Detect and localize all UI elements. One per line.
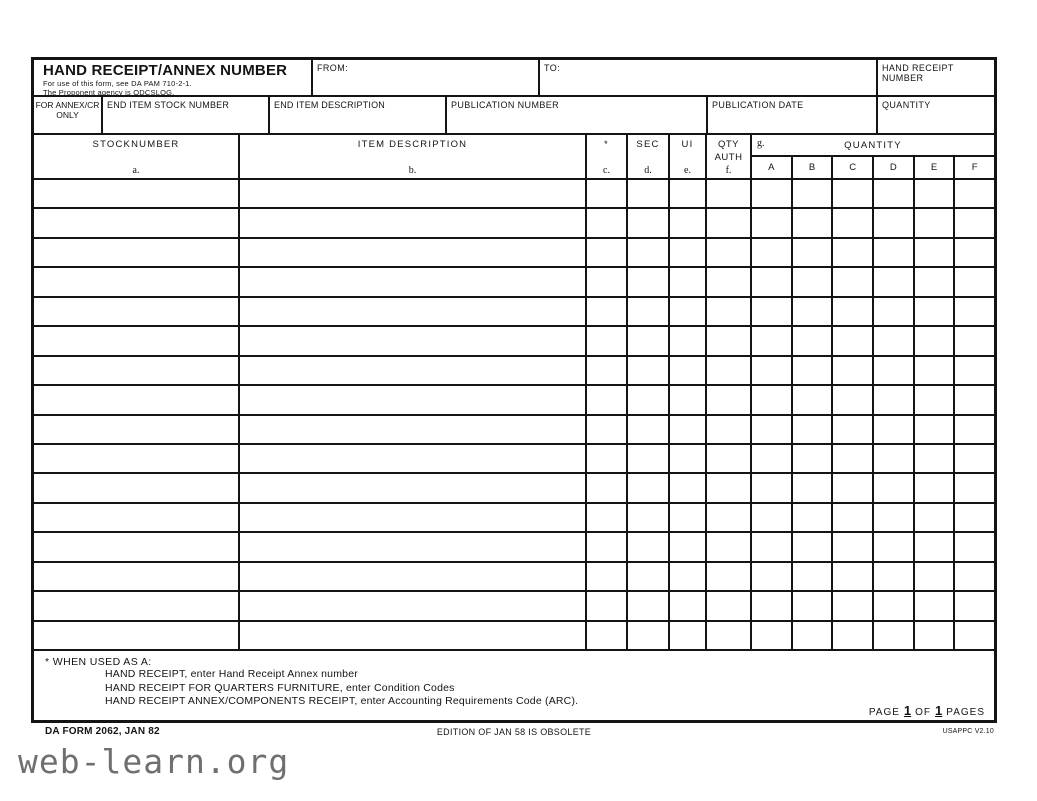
table-cell[interactable] (707, 327, 752, 354)
table-cell[interactable] (874, 386, 915, 413)
version-note: USAPPC V2.10 (942, 728, 994, 735)
table-cell[interactable] (240, 622, 587, 649)
table-cell[interactable] (587, 327, 628, 354)
table-cell[interactable] (670, 180, 707, 207)
table-cell[interactable] (752, 209, 793, 236)
table-cell[interactable] (240, 298, 587, 325)
table-cell[interactable] (874, 445, 915, 472)
table-cell[interactable] (707, 180, 752, 207)
table-cell[interactable] (670, 209, 707, 236)
table-cell[interactable] (874, 592, 915, 619)
table-cell[interactable] (955, 504, 994, 531)
table-row (34, 327, 994, 356)
table-cell[interactable] (874, 533, 915, 560)
table-cell[interactable] (874, 416, 915, 443)
table-cell[interactable] (707, 357, 752, 384)
table-row (34, 209, 994, 238)
table-cell[interactable] (707, 504, 752, 531)
table-cell[interactable] (793, 504, 834, 531)
table-cell[interactable] (670, 474, 707, 501)
table-cell[interactable] (34, 239, 240, 266)
table-cell[interactable] (955, 563, 994, 590)
table-cell[interactable] (587, 563, 628, 590)
table-cell[interactable] (955, 298, 994, 325)
table-cell[interactable] (240, 445, 587, 472)
da-form-2062 (31, 57, 997, 723)
table-row (34, 386, 994, 415)
table-cell[interactable] (915, 592, 956, 619)
table-cell[interactable] (670, 416, 707, 443)
ui-sub-letter: e. (684, 165, 691, 176)
table-cell[interactable] (955, 268, 994, 295)
table-cell[interactable] (955, 445, 994, 472)
table-cell[interactable] (240, 357, 587, 384)
quantity-group-sub-letter: g. (757, 138, 765, 149)
table-cell[interactable] (628, 357, 670, 384)
table-cell[interactable] (240, 416, 587, 443)
table-cell[interactable] (34, 474, 240, 501)
table-cell[interactable] (587, 533, 628, 560)
table-cell[interactable] (587, 209, 628, 236)
table-cell[interactable] (587, 239, 628, 266)
table-cell[interactable] (34, 180, 240, 207)
quantity-column-label: D (874, 157, 915, 178)
stocknumber-label: STOCKNUMBER (92, 139, 180, 150)
table-cell[interactable] (833, 239, 874, 266)
table-cell[interactable] (628, 327, 670, 354)
col-header-stocknumber (34, 135, 240, 178)
table-cell[interactable] (752, 592, 793, 619)
table-cell[interactable] (793, 474, 834, 501)
table-cell[interactable] (670, 504, 707, 531)
table-cell[interactable] (628, 268, 670, 295)
table-cell[interactable] (240, 592, 587, 619)
table-cell[interactable] (793, 386, 834, 413)
table-cell[interactable] (240, 474, 587, 501)
table-cell[interactable] (587, 622, 628, 649)
qty-auth-line2: AUTH (714, 152, 743, 163)
table-body (34, 180, 994, 651)
table-cell[interactable] (587, 180, 628, 207)
table-cell[interactable] (833, 268, 874, 295)
table-cell[interactable] (34, 386, 240, 413)
table-row (34, 180, 994, 209)
table-cell[interactable] (915, 563, 956, 590)
stocknumber-sub-letter: a. (132, 165, 140, 176)
table-cell[interactable] (955, 416, 994, 443)
quantity-column-label: F (971, 162, 978, 173)
table-cell[interactable] (955, 622, 994, 649)
table-cell[interactable] (628, 533, 670, 560)
table-cell[interactable] (955, 180, 994, 207)
table-cell[interactable] (874, 504, 915, 531)
table-cell[interactable] (240, 386, 587, 413)
table-cell[interactable] (240, 533, 587, 560)
table-cell[interactable] (874, 327, 915, 354)
table-cell[interactable] (915, 533, 956, 560)
for-annex-cr-only-label: FOR ANNEX/CR ONLY (34, 97, 103, 133)
table-cell[interactable] (752, 474, 793, 501)
table-cell[interactable] (752, 180, 793, 207)
table-cell[interactable] (670, 357, 707, 384)
table-cell[interactable] (752, 386, 793, 413)
table-cell[interactable] (833, 298, 874, 325)
table-cell[interactable] (833, 622, 874, 649)
table-cell[interactable] (915, 268, 956, 295)
table-row (34, 622, 994, 651)
table-cell[interactable] (752, 504, 793, 531)
table-cell[interactable] (833, 357, 874, 384)
table-cell[interactable] (34, 416, 240, 443)
table-row (34, 298, 994, 327)
quantity-column-label: A (752, 157, 793, 178)
table-cell[interactable] (707, 239, 752, 266)
footnote-line: HAND RECEIPT ANNEX/COMPONENTS RECEIPT, enter Accounting Requirements Code (ARC). (105, 695, 579, 707)
table-cell[interactable] (793, 239, 834, 266)
col-header-sec (628, 135, 670, 178)
table-cell[interactable] (707, 622, 752, 649)
table-cell[interactable] (793, 445, 834, 472)
form-subtitle-1: For use of this form, see DA PAM 710-2-1. (43, 79, 192, 88)
table-cell[interactable] (915, 239, 956, 266)
table-cell[interactable] (34, 504, 240, 531)
table-cell[interactable] (670, 386, 707, 413)
table-cell[interactable] (628, 416, 670, 443)
table-cell[interactable] (670, 622, 707, 649)
table-cell[interactable] (915, 327, 956, 354)
table-cell[interactable] (707, 298, 752, 325)
table-row (34, 533, 994, 562)
table-cell[interactable] (752, 298, 793, 325)
table-cell[interactable] (707, 386, 752, 413)
table-cell[interactable] (874, 357, 915, 384)
table-cell[interactable] (34, 327, 240, 354)
table-row (34, 592, 994, 621)
table-cell[interactable] (628, 298, 670, 325)
table-cell[interactable] (915, 209, 956, 236)
table-cell[interactable] (752, 622, 793, 649)
table-cell[interactable] (793, 533, 834, 560)
table-cell[interactable] (793, 563, 834, 590)
table-cell[interactable] (833, 386, 874, 413)
publication-date-field[interactable] (708, 97, 878, 133)
table-cell[interactable] (833, 592, 874, 619)
table-cell[interactable] (587, 386, 628, 413)
table-cell[interactable] (915, 180, 956, 207)
table-cell[interactable] (793, 209, 834, 236)
table-cell[interactable] (955, 327, 994, 354)
from-label: FROM: (317, 63, 348, 73)
table-cell[interactable] (587, 504, 628, 531)
table-cell[interactable] (707, 533, 752, 560)
table-cell[interactable] (628, 445, 670, 472)
table-cell[interactable] (670, 239, 707, 266)
sec-label: SEC (636, 139, 660, 150)
table-cell[interactable] (34, 533, 240, 560)
table-cell[interactable] (628, 622, 670, 649)
footnote-line: HAND RECEIPT FOR QUARTERS FURNITURE, enter Condition Codes (105, 681, 455, 694)
edition-note: EDITION OF JAN 58 IS OBSOLETE (436, 727, 592, 737)
table-cell[interactable] (793, 416, 834, 443)
sec-sub-letter: d. (644, 165, 652, 176)
table-cell[interactable] (874, 622, 915, 649)
table-cell[interactable] (34, 268, 240, 295)
table-cell[interactable] (752, 563, 793, 590)
col-header-qty-auth (707, 135, 752, 178)
table-cell[interactable] (752, 357, 793, 384)
end-item-stock-number-label: END ITEM STOCK NUMBER (107, 100, 230, 110)
table-cell[interactable] (833, 209, 874, 236)
table-cell[interactable] (707, 474, 752, 501)
footnote-line: HAND RECEIPT, enter Hand Receipt Annex number (105, 668, 358, 680)
table-cell[interactable] (587, 416, 628, 443)
table-cell[interactable] (587, 474, 628, 501)
to-label: TO: (544, 63, 561, 73)
table-cell[interactable] (752, 416, 793, 443)
table-cell[interactable] (874, 298, 915, 325)
table-cell[interactable] (874, 209, 915, 236)
table-cell[interactable] (955, 533, 994, 560)
table-cell[interactable] (955, 386, 994, 413)
page-label: PAGE (868, 707, 900, 718)
table-cell[interactable] (833, 504, 874, 531)
table-cell[interactable] (34, 622, 240, 649)
table-cell[interactable] (833, 563, 874, 590)
table-cell[interactable] (670, 268, 707, 295)
table-cell[interactable] (587, 592, 628, 619)
end-item-stock-number-field[interactable] (103, 97, 270, 133)
page-number: 1 (903, 703, 912, 718)
table-cell[interactable] (34, 298, 240, 325)
table-cell[interactable] (955, 239, 994, 266)
table-cell[interactable] (628, 180, 670, 207)
table-cell[interactable] (587, 357, 628, 384)
item-description-label: ITEM DESCRIPTION (357, 139, 468, 150)
form-title: HAND RECEIPT/ANNEX NUMBER (43, 62, 288, 79)
table-cell[interactable] (833, 180, 874, 207)
table-cell[interactable] (955, 592, 994, 619)
publication-date-label: PUBLICATION DATE (712, 100, 804, 110)
table-cell[interactable] (628, 563, 670, 590)
table-cell[interactable] (670, 533, 707, 560)
col-header-quantity-group (752, 135, 994, 178)
star-label: * (604, 139, 609, 150)
table-cell[interactable] (707, 445, 752, 472)
table-cell[interactable] (793, 622, 834, 649)
quantity-column-label: B (793, 157, 834, 178)
table-cell[interactable] (670, 327, 707, 354)
quantity-column-label: E (915, 157, 956, 178)
quantity-field[interactable] (878, 97, 994, 133)
quantity-group-label: QUANTITY (844, 139, 902, 151)
table-header-row (34, 135, 994, 180)
quantity-subheader (752, 157, 994, 178)
quantity-group-header (752, 135, 994, 157)
page-line (869, 703, 985, 718)
table-row (34, 416, 994, 445)
table-cell[interactable] (915, 622, 956, 649)
table-cell[interactable] (752, 445, 793, 472)
table-cell[interactable] (752, 239, 793, 266)
table-cell[interactable] (752, 268, 793, 295)
table-cell[interactable] (707, 268, 752, 295)
table-cell[interactable] (240, 209, 587, 236)
table-row (34, 445, 994, 474)
to-field[interactable] (540, 60, 878, 95)
form-subtitle-2: The Proponent agency is ODCSLOG. (43, 88, 175, 97)
table-cell[interactable] (752, 533, 793, 560)
table-cell[interactable] (793, 298, 834, 325)
table-cell[interactable] (670, 563, 707, 590)
table-cell[interactable] (915, 357, 956, 384)
qty-auth-sub-letter: f. (725, 165, 732, 176)
table-cell[interactable] (587, 268, 628, 295)
table-cell[interactable] (793, 268, 834, 295)
end-item-description-label: END ITEM DESCRIPTION (274, 100, 386, 110)
table-cell[interactable] (915, 416, 956, 443)
bottom-strip (31, 726, 997, 740)
quantity-label: QUANTITY (882, 100, 931, 110)
table-cell[interactable] (587, 298, 628, 325)
table-cell[interactable] (955, 474, 994, 501)
table-cell[interactable] (793, 180, 834, 207)
table-cell[interactable] (833, 474, 874, 501)
table-cell[interactable] (874, 474, 915, 501)
pages-label: PAGES (946, 707, 985, 718)
table-cell[interactable] (240, 563, 587, 590)
table-cell[interactable] (34, 592, 240, 619)
table-cell[interactable] (874, 268, 915, 295)
table-cell[interactable] (628, 209, 670, 236)
table-cell[interactable] (628, 386, 670, 413)
publication-number-label: PUBLICATION NUMBER (451, 100, 560, 110)
table-cell[interactable] (915, 474, 956, 501)
table-cell[interactable] (670, 298, 707, 325)
ui-label: UI (681, 139, 694, 150)
qty-auth-line1: QTY (717, 139, 740, 150)
table-cell[interactable] (628, 239, 670, 266)
of-label: OF (915, 707, 932, 718)
form-id: DA FORM 2062, JAN 82 (45, 726, 160, 737)
table-cell[interactable] (628, 592, 670, 619)
table-cell[interactable] (240, 268, 587, 295)
table-cell[interactable] (833, 445, 874, 472)
table-row (34, 563, 994, 592)
table-cell[interactable] (793, 327, 834, 354)
pages-number: 1 (935, 703, 943, 718)
end-item-description-field[interactable] (270, 97, 447, 133)
table-cell[interactable] (833, 416, 874, 443)
hand-receipt-number-label: HAND RECEIPT NUMBER (882, 63, 954, 83)
col-header-item-description (240, 135, 587, 178)
hand-receipt-number-field[interactable] (878, 60, 994, 95)
table-cell[interactable] (833, 533, 874, 560)
table-cell[interactable] (793, 357, 834, 384)
quantity-column-label: C (833, 157, 874, 178)
table-cell[interactable] (707, 592, 752, 619)
table-cell[interactable] (793, 592, 834, 619)
table-row (34, 357, 994, 386)
table-cell[interactable] (707, 209, 752, 236)
table-row (34, 268, 994, 297)
table-cell[interactable] (34, 445, 240, 472)
table-cell[interactable] (628, 474, 670, 501)
table-cell[interactable] (707, 563, 752, 590)
table-cell[interactable] (915, 445, 956, 472)
table-cell[interactable] (670, 445, 707, 472)
star-sub-letter: c. (603, 165, 610, 176)
table-cell[interactable] (915, 504, 956, 531)
footnote-area (34, 651, 994, 720)
table-cell[interactable] (955, 357, 994, 384)
col-header-star (587, 135, 628, 178)
table-cell[interactable] (34, 209, 240, 236)
table-cell[interactable] (874, 563, 915, 590)
footnote-title: * WHEN USED AS A: (45, 656, 152, 668)
table-cell[interactable] (955, 209, 994, 236)
table-row (34, 474, 994, 503)
header-row-2 (34, 97, 994, 135)
table-cell[interactable] (874, 180, 915, 207)
table-cell[interactable] (628, 504, 670, 531)
table-cell[interactable] (752, 327, 793, 354)
table-row (34, 239, 994, 268)
table-cell[interactable] (915, 298, 956, 325)
table-cell[interactable] (240, 327, 587, 354)
table-cell[interactable] (874, 239, 915, 266)
table-cell[interactable] (34, 357, 240, 384)
from-field[interactable] (313, 60, 540, 95)
table-cell[interactable] (587, 445, 628, 472)
item-description-sub-letter: b. (408, 165, 417, 176)
table-cell[interactable] (670, 592, 707, 619)
table-cell[interactable] (240, 504, 587, 531)
table-cell[interactable] (34, 563, 240, 590)
col-header-ui (670, 135, 707, 178)
table-cell[interactable] (240, 239, 587, 266)
table-cell[interactable] (915, 386, 956, 413)
watermark-text: web-learn.org (18, 742, 290, 781)
table-cell[interactable] (833, 327, 874, 354)
table-cell[interactable] (707, 416, 752, 443)
table-row (34, 504, 994, 533)
table-cell[interactable] (240, 180, 587, 207)
publication-number-field[interactable] (447, 97, 708, 133)
form-title-block (34, 60, 313, 95)
header-row-1 (34, 60, 994, 97)
